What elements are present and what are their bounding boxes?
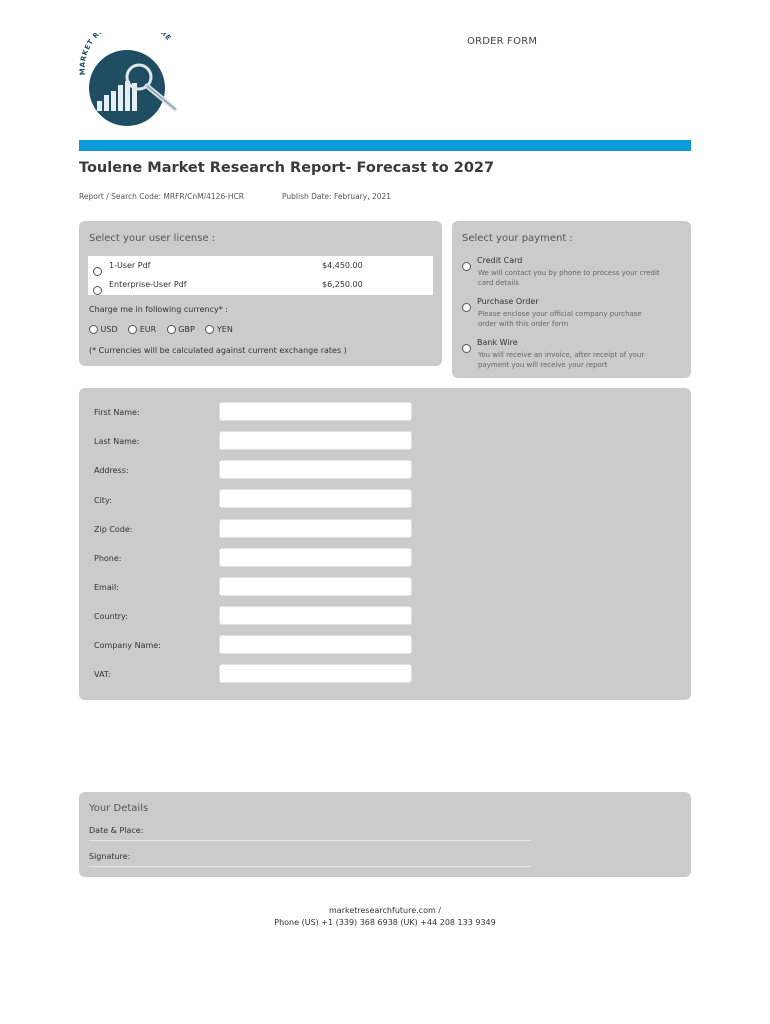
currency-eur: EUR xyxy=(139,325,157,334)
currency-usd: USD xyxy=(100,325,118,334)
svg-text:MARKET RESEARCH FUTURE: MARKET R RE xyxy=(79,33,173,76)
radio-button[interactable] xyxy=(93,286,102,295)
payment-option-desc: You will receive an invoice, after receipt of your xyxy=(478,351,645,359)
city-input[interactable] xyxy=(219,489,412,508)
payment-purchase-order-radio[interactable] xyxy=(462,297,471,316)
company-logo xyxy=(79,33,184,128)
first-name-label: First Name: xyxy=(94,408,140,417)
date-place-line[interactable] xyxy=(89,840,531,841)
last-name-input[interactable] xyxy=(219,431,412,450)
currency-yen: YEN xyxy=(216,325,233,334)
payment-option-label: Credit Card xyxy=(477,256,523,265)
zip-code-label: Zip Code: xyxy=(94,525,133,534)
address-label: Address: xyxy=(94,466,129,475)
details-heading: Your Details xyxy=(89,803,149,814)
license-heading: Select your user license : xyxy=(89,233,216,244)
radio-gbp[interactable] xyxy=(167,325,176,334)
radio-button[interactable] xyxy=(462,262,471,271)
payment-option-label: Bank Wire xyxy=(477,338,518,347)
country-label: Country: xyxy=(94,612,128,621)
currency-prompt: Charge me in following currency* : xyxy=(89,305,228,314)
license-option-1[interactable] xyxy=(93,261,102,280)
license-option-label: 1-User Pdf xyxy=(109,261,151,270)
license-option-price: $4,450.00 xyxy=(322,261,363,270)
first-name-input[interactable] xyxy=(219,402,412,421)
payment-option-desc: Please enclose your official company purchase xyxy=(478,310,642,318)
payment-credit-card-radio[interactable] xyxy=(462,256,471,275)
phone-label: Phone: xyxy=(94,554,122,563)
license-option-2[interactable] xyxy=(93,280,102,299)
email-label: Email: xyxy=(94,583,119,592)
radio-button[interactable] xyxy=(93,267,102,276)
payment-option-desc: We will contact you by phone to process your credit xyxy=(478,269,660,277)
email-input[interactable] xyxy=(219,577,412,596)
company-name-input[interactable] xyxy=(219,635,412,654)
city-label: City: xyxy=(94,496,112,505)
radio-eur[interactable] xyxy=(128,325,137,334)
report-title: Toulene Market Research Report- Forecast to 2027 xyxy=(79,160,495,176)
payment-bank-wire-radio[interactable] xyxy=(462,338,471,357)
order-form-heading: ORDER FORM xyxy=(467,36,538,47)
vat-label: VAT: xyxy=(94,670,111,679)
zip-code-input[interactable] xyxy=(219,519,412,538)
currency-note: (* Currencies will be calculated against current exchange rates ) xyxy=(89,346,347,355)
radio-usd[interactable] xyxy=(89,325,98,334)
last-name-label: Last Name: xyxy=(94,437,140,446)
phone-input[interactable] xyxy=(219,548,412,567)
payment-option-label: Purchase Order xyxy=(477,297,539,306)
vat-input[interactable] xyxy=(219,664,412,683)
payment-option-desc: order with this order form xyxy=(478,320,569,328)
header-divider xyxy=(79,140,691,151)
signature-line[interactable] xyxy=(89,866,531,867)
payment-option-desc: payment you will receive your report xyxy=(478,361,608,369)
date-place-label: Date & Place: xyxy=(89,826,144,835)
address-input[interactable] xyxy=(219,460,412,479)
report-code: Report / Search Code: MRFR/CnM/4126-HCR xyxy=(79,192,245,201)
publish-date: Publish Date: February, 2021 xyxy=(282,192,392,201)
currency-options xyxy=(89,325,233,334)
signature-label: Signature: xyxy=(89,852,131,861)
license-option-label: Enterprise-User Pdf xyxy=(109,280,187,289)
country-input[interactable] xyxy=(219,606,412,625)
currency-gbp: GBP xyxy=(178,325,195,334)
payment-option-desc: card details xyxy=(478,279,519,287)
footer-phone: Phone (US) +1 (339) 368 6938 (UK) +44 208 133 9349 xyxy=(274,918,496,927)
footer-website: marketresearchfuture.com / xyxy=(329,906,441,915)
radio-button[interactable] xyxy=(462,303,471,312)
radio-yen[interactable] xyxy=(205,325,214,334)
your-details-panel xyxy=(79,792,691,877)
radio-button[interactable] xyxy=(462,344,471,353)
company-name-label: Company Name: xyxy=(94,641,161,650)
license-option-price: $6,250.00 xyxy=(322,280,363,289)
payment-heading: Select your payment : xyxy=(462,233,573,244)
